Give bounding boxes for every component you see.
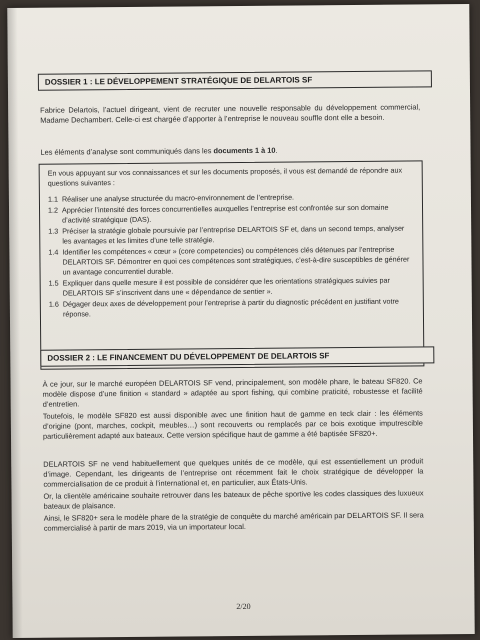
dossier1-para1: Fabrice Delartois, l’actuel dirigeant, vient de recruter une nouvelle responsable du développement commercial, Madame Dechambert. Celle-ci est chargée d’apporter à l’entreprise le nouveau souffle dont elle a besoin.: [40, 102, 421, 125]
question-number: 1.4: [48, 247, 59, 257]
questions-intro: En vous appuyant sur vos connaissances et sur les documents proposés, il vous est demandé de répondre aux questions suivantes :: [47, 165, 403, 188]
question-text: Dégager deux axes de développement pour l’entreprise à partir du diagnostic précédent en justifiant votre réponse.: [62, 296, 399, 319]
question-text: Préciser la stratégie globale poursuivie par l’entreprise DELARTOIS SF et, dans un second temps, analyser les avantages et les limites d’une telle stratégie.: [62, 223, 405, 246]
question-item: [48, 223, 414, 246]
question-number: 1.2: [47, 205, 59, 215]
question-item: [48, 202, 414, 225]
question-text: Identifier les compétences « cœur » (core competencies) ou compétences clés détenues par l’entreprise DELARTOIS SF. Démontrer en quoi ces compétences sont stratégiques, c’est-à-dire susceptibles de générer un avantage concurrentiel durable.: [62, 244, 410, 277]
question-number: 1.1: [47, 194, 58, 204]
question-text: Réaliser une analyse structurée du macro-environnement de l’entreprise.: [61, 192, 295, 204]
question-number: 1.6: [48, 299, 59, 309]
para2-suffix: .: [275, 145, 278, 155]
dossier2-para1: À ce jour, sur le marché européen DELARTOIS SF vend, principalement, son modèle phare, le bateau SF820. Ce modèle dispose d’une finition « standard » adaptée au sport fishing, qui combine praticité, robustesse et facilité d’entretien.: [42, 376, 423, 409]
dossier1-para2: [40, 144, 420, 157]
question-number: 1.3: [48, 226, 59, 236]
dossier2-title: DOSSIER 2 : LE FINANCEMENT DU DÉVELOPPEMENT DE DELARTOIS SF: [40, 346, 434, 366]
para2-bold: documents 1 à 10: [213, 145, 276, 156]
document-page: [7, 4, 474, 638]
question-item: [49, 275, 415, 298]
question-item: [49, 296, 415, 319]
dossier1-title: DOSSIER 1 : LE DÉVELOPPEMENT STRATÉGIQUE DE DELARTOIS SF: [38, 70, 432, 90]
para2-prefix: Les éléments d’analyse sont communiqués dans les: [40, 146, 214, 157]
question-text: Apprécier l’intensité des forces concurrentielles auxquelles l’entreprise est confrontée sur son domaine d’activité stratégique (DAS).: [61, 202, 389, 225]
questions-box: [39, 160, 425, 369]
dossier2-para5: Ainsi, le SF820+ sera le modèle phare de la stratégie de conquête du marché américain par DELARTOIS SF. Il sera commercialisé à partir de mars 2019, via un importateur local.: [43, 510, 424, 533]
question-item: [48, 244, 414, 277]
question-number: 1.5: [48, 278, 59, 288]
dossier2-para4: Or, la clientèle américaine souhaite retrouver dans les bateaux de pêche sportive les codes classiques des luxueux bateaux de plaisance.: [43, 488, 424, 511]
questions-list: [48, 191, 415, 319]
question-text: Expliquer dans quelle mesure il est possible de considérer que les orientations stratégiques suivies par DELARTOIS SF s’inscrivent dans une « dépendance de sentier ».: [62, 275, 390, 298]
dossier2-para2: Toutefois, le modèle SF820 est aussi disponible avec une finition haut de gamme en teck clair : les éléments d’origine (pont, marches, cockpit, meubles…) sont recouverts ou remplacés par ce bois exotique imputrescible particulièrement adapté aux bateaux. Cette version spécifique haut de gamme a été baptisée SF820+.: [42, 408, 423, 441]
dossier2-para3: DELARTOIS SF ne vend habituellement que quelques unités de ce modèle, qui est essentiellement un produit d’image. Cependant, les dirigeants de l’entreprise ont récemment fait le choix stratégique de développer la commercialisation de ce produit à l’international et, en particulier, aux États-Unis.: [43, 456, 424, 489]
page-number: 2/20: [236, 601, 251, 612]
page-fold-shadow: [7, 8, 22, 638]
